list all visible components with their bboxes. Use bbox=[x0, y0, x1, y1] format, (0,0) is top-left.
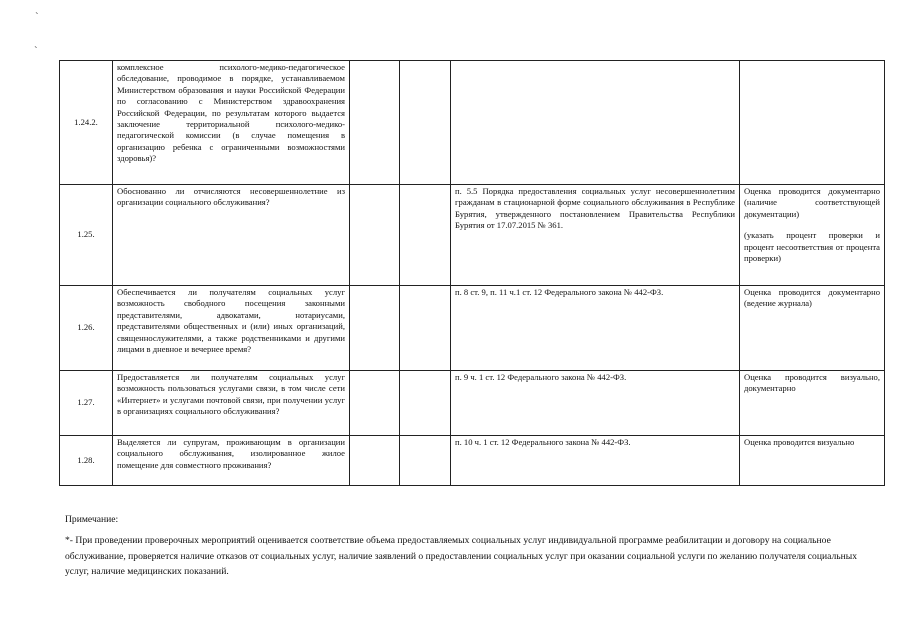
row-reference: п. 5.5 Порядка предоставления социальных услуг несовершеннолетним гражданам в стационарной форме социального обслуживания в Республике Бурятия, утвержденного постановлением Правительства Республики Бурятия от 17.07.2015 № 361. bbox=[451, 185, 740, 286]
note-text: *- При проведении проверочных мероприятий оценивается соответствие объема предоставляемых социальных услуг индивидуальной программе реабилитации и договору на социальное обслуживание, проверяется наличие отказов от социальных услуг, наличие заявлений о предоставлении социальных услуг при оказании социальной услуги по желанию получателя социальных услуг, наличие медицинских показаний. bbox=[65, 535, 857, 577]
row-number: 1.24.2. bbox=[60, 61, 113, 185]
row-reference: п. 9 ч. 1 ст. 12 Федерального закона № 442-ФЗ. bbox=[451, 371, 740, 436]
answer-no-cell bbox=[400, 61, 451, 185]
scan-mark-top: ` bbox=[35, 11, 39, 23]
row-evaluation bbox=[740, 61, 885, 185]
row-number: 1.25. bbox=[60, 185, 113, 286]
row-reference: п. 8 ст. 9, п. 11 ч.1 ст. 12 Федерального закона № 442-ФЗ. bbox=[451, 286, 740, 371]
row-reference bbox=[451, 61, 740, 185]
evaluation-text: Оценка проводится документарно (наличие соответствующей документации) bbox=[744, 186, 880, 219]
answer-no-cell bbox=[400, 436, 451, 486]
row-evaluation bbox=[740, 436, 885, 486]
table-row bbox=[60, 61, 885, 185]
row-question: комплексное психолого-медико-педагогическое обследование, проводимое в порядке, устанавливаемом Министерством образования и науки Российской Федерации по согласованию с Министерством здравоохранения Российской Федерации, по результатам которого выдается заключение территориальной психолого-медико-педагогической комиссии (в случае помещения в организацию ребенка с ограниченными возможностями здоровья)? bbox=[113, 61, 350, 185]
row-question: Выделяется ли супругам, проживающим в организации социального обслуживания, изолированное жилое помещение для совместного проживания? bbox=[113, 436, 350, 486]
row-evaluation bbox=[740, 286, 885, 371]
evaluation-text: Оценка проводится визуально bbox=[744, 437, 855, 447]
row-number: 1.27. bbox=[60, 371, 113, 436]
row-question: Обеспечивается ли получателям социальных услуг возможность свободного посещения законными представителями, адвокатами, нотариусами, представителями общественных и (или) иных организаций, священнослужителями, а также родственниками и другими лицами в дневное и вечернее время? bbox=[113, 286, 350, 371]
row-number: 1.28. bbox=[60, 436, 113, 486]
table-row bbox=[60, 436, 885, 486]
answer-yes-cell bbox=[350, 185, 400, 286]
row-evaluation bbox=[740, 371, 885, 436]
table-row bbox=[60, 371, 885, 436]
row-reference: п. 10 ч. 1 ст. 12 Федерального закона № 442-ФЗ. bbox=[451, 436, 740, 486]
evaluation-note: (указать процент проверки и процент несоответствия от процента проверки) bbox=[744, 230, 880, 264]
table-row bbox=[60, 185, 885, 286]
note-title: Примечание: bbox=[65, 514, 119, 525]
answer-no-cell bbox=[400, 185, 451, 286]
table-row bbox=[60, 286, 885, 371]
answer-yes-cell bbox=[350, 436, 400, 486]
checklist-table bbox=[59, 60, 885, 486]
answer-no-cell bbox=[400, 371, 451, 436]
row-evaluation bbox=[740, 185, 885, 286]
row-question: Обоснованно ли отчисляются несовершеннолетние из организации социального обслуживания? bbox=[113, 185, 350, 286]
answer-no-cell bbox=[400, 286, 451, 371]
answer-yes-cell bbox=[350, 371, 400, 436]
row-question: Предоставляется ли получателям социальных услуг возможность пользоваться услугами связи, в том числе сети «Интернет» и услугами почтовой связи, при получении услуг в организациях социального обслуживания? bbox=[113, 371, 350, 436]
evaluation-text: Оценка проводится документарно (ведение журнала) bbox=[744, 287, 880, 309]
answer-yes-cell bbox=[350, 61, 400, 185]
scan-mark-middle: ` bbox=[34, 45, 38, 57]
row-number: 1.26. bbox=[60, 286, 113, 371]
evaluation-text: Оценка проводится визуально, документарно bbox=[744, 372, 880, 394]
answer-yes-cell bbox=[350, 286, 400, 371]
